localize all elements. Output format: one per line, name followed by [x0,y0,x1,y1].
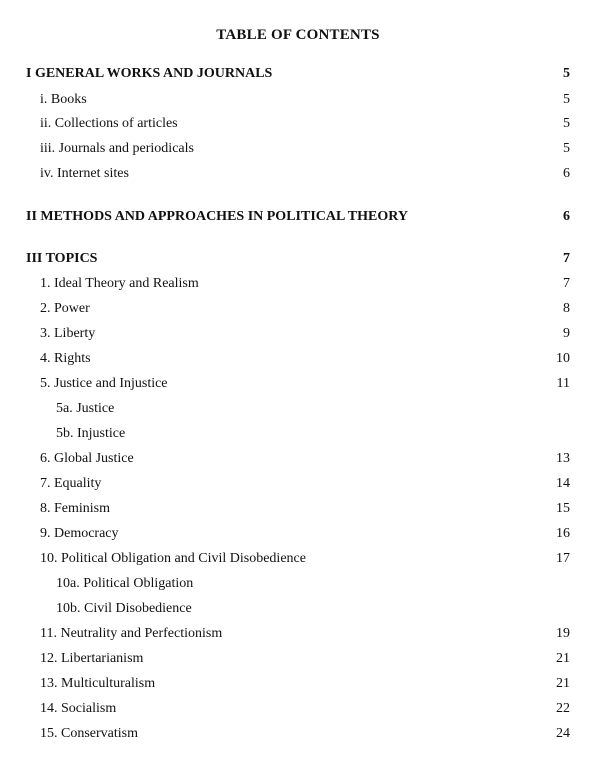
toc-entry[interactable] [0,673,604,695]
toc-page-number: 7 [563,276,570,291]
toc-entry-label: 9. Democracy [40,526,119,541]
toc-entry-label: 5b. Injustice [56,426,126,441]
toc-entry-label: ii. Collections of articles [40,116,178,131]
toc-entry-label: 12. Libertarianism [40,651,144,666]
toc-entry-label: 3. Liberty [40,326,96,341]
toc-entry[interactable] [0,448,604,470]
toc-page-number: 17 [556,551,570,566]
toc-entry-label: 13. Multiculturalism [40,676,156,691]
toc-page-number: 15 [556,501,570,516]
toc-entry[interactable] [0,89,604,111]
toc-entry[interactable] [0,348,604,370]
toc-entry[interactable] [0,138,604,160]
toc-page-number: 19 [556,626,570,641]
toc-page-number: 6 [563,209,570,224]
toc-entry-label: 6. Global Justice [40,451,134,466]
toc-entry[interactable] [0,473,604,495]
toc-page-number: 10 [556,351,570,366]
toc-entry[interactable] [0,323,604,345]
toc-entry-label: 1. Ideal Theory and Realism [40,276,199,291]
toc-entry-label: 8. Feminism [40,501,111,516]
toc-page-number: 22 [556,701,570,716]
toc-entry-label: iv. Internet sites [40,166,129,181]
toc-page-number: 8 [563,301,570,316]
toc-page-number: 5 [563,141,570,156]
toc-entry-label: 2. Power [40,301,90,316]
toc-page-number: 9 [563,326,570,341]
toc-page-number: 21 [556,676,570,691]
toc-entry-label: 10. Political Obligation and Civil Disobedience [40,551,306,566]
toc-page-number: 24 [556,726,570,741]
toc-entry[interactable] [0,548,604,570]
toc-entry[interactable] [0,373,604,395]
toc-subentry[interactable] [0,598,604,620]
toc-subentry[interactable] [0,423,604,445]
toc-entry-label: 5. Justice and Injustice [40,376,168,391]
toc-entry[interactable] [0,273,604,295]
toc-entry-label: 15. Conservatism [40,726,138,741]
toc-entry-label: 4. Rights [40,351,91,366]
toc-page-number: 16 [556,526,570,541]
toc-entry-label: 11. Neutrality and Perfectionism [40,626,223,641]
toc-page-number: 14 [556,476,570,491]
toc-entry[interactable] [0,113,604,135]
toc-page-number: 21 [556,651,570,666]
toc-entry-label: 7. Equality [40,476,102,491]
toc-entry-label: 10b. Civil Disobedience [56,601,192,616]
toc-page-number: 6 [563,166,570,181]
toc-entry-label: iii. Journals and periodicals [40,141,194,156]
toc-entry[interactable] [0,623,604,645]
toc-entry[interactable] [0,523,604,545]
toc-entry-label: 10a. Political Obligation [56,576,194,591]
toc-entry[interactable] [0,698,604,720]
toc-section-ii[interactable] [0,206,604,228]
toc-entry-label: i. Books [40,92,87,107]
toc-entry-label: 5a. Justice [56,401,115,416]
page-title: TABLE OF CONTENTS [216,27,380,43]
toc-section-label: III TOPICS [26,251,98,266]
toc-page-number: 7 [563,251,570,266]
toc-section-i[interactable] [0,63,604,85]
toc-section-label: II METHODS AND APPROACHES IN POLITICAL THEORY [26,209,408,224]
toc-subentry[interactable] [0,398,604,420]
toc-page-number: 13 [556,451,570,466]
toc-entry[interactable] [0,648,604,670]
toc-entry[interactable] [0,163,604,185]
toc-page-number: 5 [563,66,570,81]
toc-entry[interactable] [0,498,604,520]
toc-page-number: 5 [563,116,570,131]
toc-subentry[interactable] [0,573,604,595]
toc-page-number: 5 [563,92,570,107]
toc-entry[interactable] [0,723,604,745]
toc-section-label: I GENERAL WORKS AND JOURNALS [26,66,273,81]
toc-entry[interactable] [0,298,604,320]
toc-section-iii[interactable] [0,248,604,270]
toc-entry-label: 14. Socialism [40,701,117,716]
toc-page-number: 11 [556,376,570,391]
